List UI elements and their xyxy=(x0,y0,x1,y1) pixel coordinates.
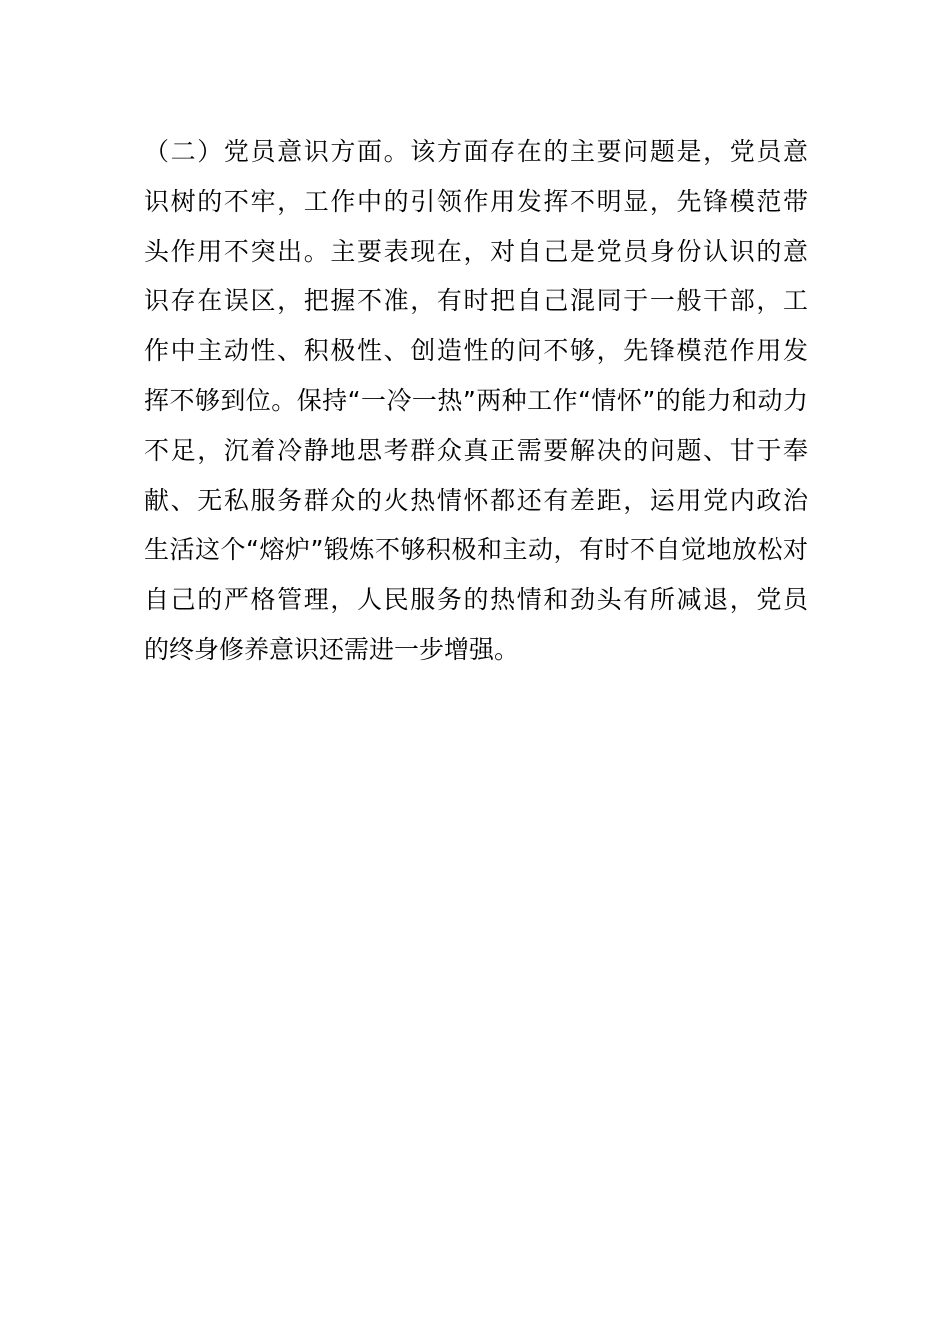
paragraph-line: 作中主动性、积极性、创造性的问不够，先锋模范作用发 xyxy=(144,336,808,366)
paragraph-line: （二）党员意识方面。该方面存在的主要问题是，党员意 xyxy=(144,137,808,166)
paragraph-line: 不足，沉着冷静地思考群众真正需要解决的问题、甘于奉 xyxy=(144,435,808,465)
paragraph-line: 识树的不牢，工作中的引领作用发挥不明显，先锋模范带 xyxy=(144,186,808,216)
paragraph-line: 挥不够到位。保持“一冷一热”两种工作“情怀”的能力和动力 xyxy=(144,385,808,415)
paragraph-line-last: 的终身修养意识还需进一步增强。 xyxy=(144,634,520,664)
paragraph-line: 生活这个“熔炉”锻炼不够积极和主动，有时不自觉地放松对 xyxy=(144,535,808,565)
paragraph-line: 献、无私服务群众的火热情怀都还有差距，运用党内政治 xyxy=(144,485,808,515)
body-paragraph xyxy=(144,127,808,675)
paragraph-line: 自己的严格管理，人民服务的热情和劲头有所减退，党员 xyxy=(144,585,808,615)
paragraph-line: 识存在误区，把握不准，有时把自己混同于一般干部，工 xyxy=(144,286,808,316)
paragraph-line: 头作用不突出。主要表现在，对自己是党员身份认识的意 xyxy=(144,236,808,266)
